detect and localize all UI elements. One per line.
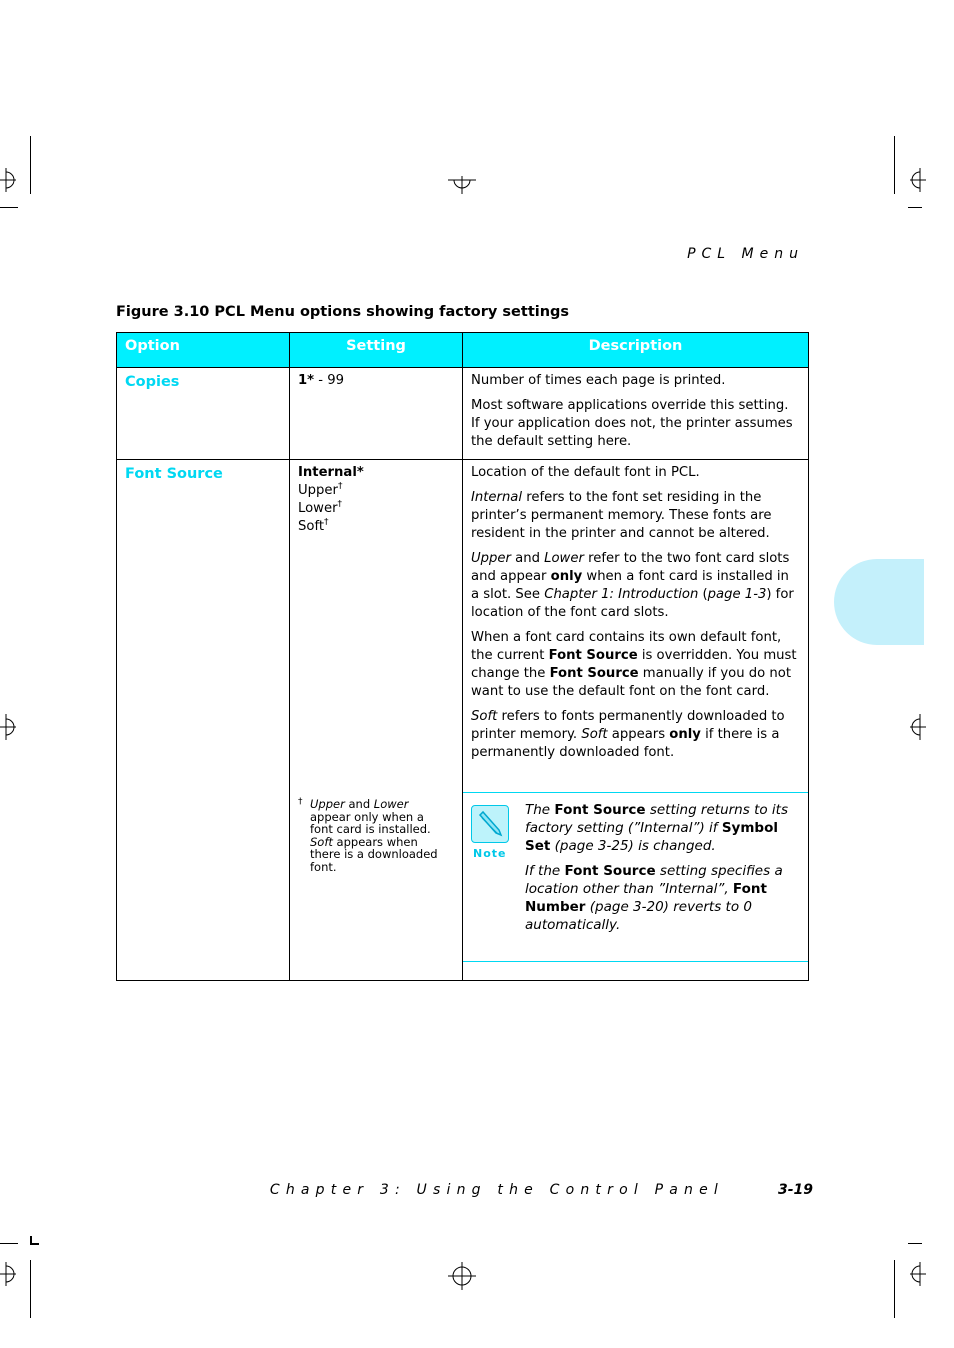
text-span: Upper xyxy=(471,551,511,566)
table-row xyxy=(117,368,809,460)
running-header: PCL Menu xyxy=(687,246,804,262)
text-span: (page 3-25) is changed. xyxy=(550,838,716,854)
footnote-part: Soft xyxy=(310,834,333,849)
text-span: Soft xyxy=(471,709,498,724)
text-span: The xyxy=(525,802,555,818)
description-paragraph xyxy=(471,550,800,622)
setting-font-source xyxy=(290,460,463,981)
option-font-source: Font Source xyxy=(117,460,290,981)
text-span: Font Source xyxy=(549,666,639,681)
footnote-part: and xyxy=(344,797,374,811)
registration-target-icon xyxy=(906,1262,926,1286)
description-font-source xyxy=(463,460,809,981)
column-header-option: Option xyxy=(117,333,290,368)
text-span: only xyxy=(669,727,701,742)
dagger-mark: † xyxy=(337,499,343,510)
description-paragraph: Number of times each page is printed. xyxy=(471,373,726,388)
figure-title: Figure 3.10 PCL Menu options showing factory settings xyxy=(116,304,570,320)
setting-soft xyxy=(298,518,454,536)
crop-mark xyxy=(0,207,18,208)
text-span: Font Number xyxy=(525,881,767,915)
footnote-dagger: † xyxy=(298,797,303,807)
setting-upper-label: Upper xyxy=(298,483,338,498)
crop-mark xyxy=(0,1243,18,1244)
text-span: setting specifies a location other than ”Internal”, xyxy=(525,863,783,897)
table-row xyxy=(117,460,809,981)
crop-mark xyxy=(908,1243,922,1244)
crop-mark xyxy=(894,1260,895,1318)
text-span: If the xyxy=(525,863,565,879)
crop-mark xyxy=(30,136,31,194)
footer-chapter-title: Chapter 3: Using the Control Panel xyxy=(269,1182,724,1198)
text-span: Font Source xyxy=(548,648,638,663)
text-span: Font Source xyxy=(554,802,646,818)
footnote-part: Lower xyxy=(373,797,409,811)
text-span: Internal xyxy=(471,490,523,505)
text-span: Chapter 1: Introduction xyxy=(544,587,699,602)
registration-target-icon xyxy=(906,714,926,740)
footnote xyxy=(298,798,448,873)
note-paragraph xyxy=(525,801,805,855)
description-paragraph: Location of the default font in PCL. xyxy=(471,465,700,480)
description-paragraph xyxy=(471,489,800,543)
table-header-row xyxy=(117,333,809,368)
setting-lower-label: Lower xyxy=(298,501,338,516)
footnote-part: appear only when a font card is installed. xyxy=(310,809,431,836)
column-header-description: Description xyxy=(463,333,809,368)
registration-target-icon xyxy=(0,168,20,192)
setting-copies xyxy=(290,368,463,460)
text-span: ( xyxy=(698,587,708,602)
text-span: and xyxy=(510,551,545,566)
crop-mark xyxy=(30,1260,31,1318)
text-span: page 1-3 xyxy=(707,587,767,602)
dagger-mark: † xyxy=(337,481,343,492)
setting-internal: Internal* xyxy=(298,465,364,480)
registration-target-icon xyxy=(0,1262,20,1286)
text-span: if there is a permanently downloaded font. xyxy=(471,727,780,760)
text-span: Soft xyxy=(581,727,608,742)
text-span: setting returns to its factory setting (”Internal”) if xyxy=(525,802,788,836)
footnote-text xyxy=(310,798,448,873)
note-text xyxy=(525,801,805,934)
column-header-setting: Setting xyxy=(290,333,463,368)
registration-target-icon xyxy=(906,168,926,192)
option-copies: Copies xyxy=(117,368,290,460)
corner-mark-icon xyxy=(30,1236,40,1246)
setting-upper xyxy=(298,482,454,500)
setting-soft-label: Soft xyxy=(298,519,325,534)
text-span: manually if you do not want to use the default font on the font card. xyxy=(471,666,791,699)
description-copies xyxy=(463,368,809,460)
text-span: refer to the two font card slots and appear xyxy=(471,551,790,584)
setting-range: - 99 xyxy=(314,373,345,388)
text-span: When a font card contains its own default font, the current xyxy=(471,630,782,663)
text-span: only xyxy=(550,569,583,584)
dagger-mark: † xyxy=(324,517,329,528)
setting-default: 1* xyxy=(298,373,315,388)
crop-mark xyxy=(894,136,895,194)
text-span: (page 3-20) reverts to 0 automatically. xyxy=(525,899,752,933)
description-paragraph xyxy=(471,708,800,762)
note-block xyxy=(463,792,808,962)
text-span: ) for location of the font card slots. xyxy=(471,587,794,620)
text-span: refers to the font set residing in the printer’s permanent memory. These fonts are resident in the printer and cannot be altered. xyxy=(471,490,772,541)
text-span: Font Source xyxy=(564,863,656,879)
registration-target-icon xyxy=(448,172,476,194)
registration-target-icon xyxy=(448,1262,476,1290)
pcl-menu-table xyxy=(116,332,809,981)
description-paragraph xyxy=(471,629,800,701)
chapter-tab xyxy=(834,559,924,645)
setting-lower xyxy=(298,500,454,518)
text-span: refers to fonts permanently downloaded to printer memory. xyxy=(471,709,785,742)
text-span: is overridden. You must change the xyxy=(471,648,797,681)
text-span: when a font card is installed in a slot. See xyxy=(471,569,789,602)
description-paragraph: Most software applications override this setting. If your application does not, the printer assumes the default setting here. xyxy=(471,398,793,449)
page-number: 3-19 xyxy=(778,1182,814,1198)
crop-mark xyxy=(908,207,922,208)
footnote-part: appears when there is a downloaded font. xyxy=(310,834,438,874)
text-span: Symbol Set xyxy=(525,820,778,854)
text-span: appears xyxy=(607,727,670,742)
text-span: Lower xyxy=(544,551,584,566)
note-paragraph xyxy=(525,862,805,934)
footnote-part: Upper xyxy=(310,797,345,811)
note-label: Note xyxy=(473,847,507,860)
registration-target-icon xyxy=(0,714,20,740)
pencil-note-icon xyxy=(471,805,509,843)
